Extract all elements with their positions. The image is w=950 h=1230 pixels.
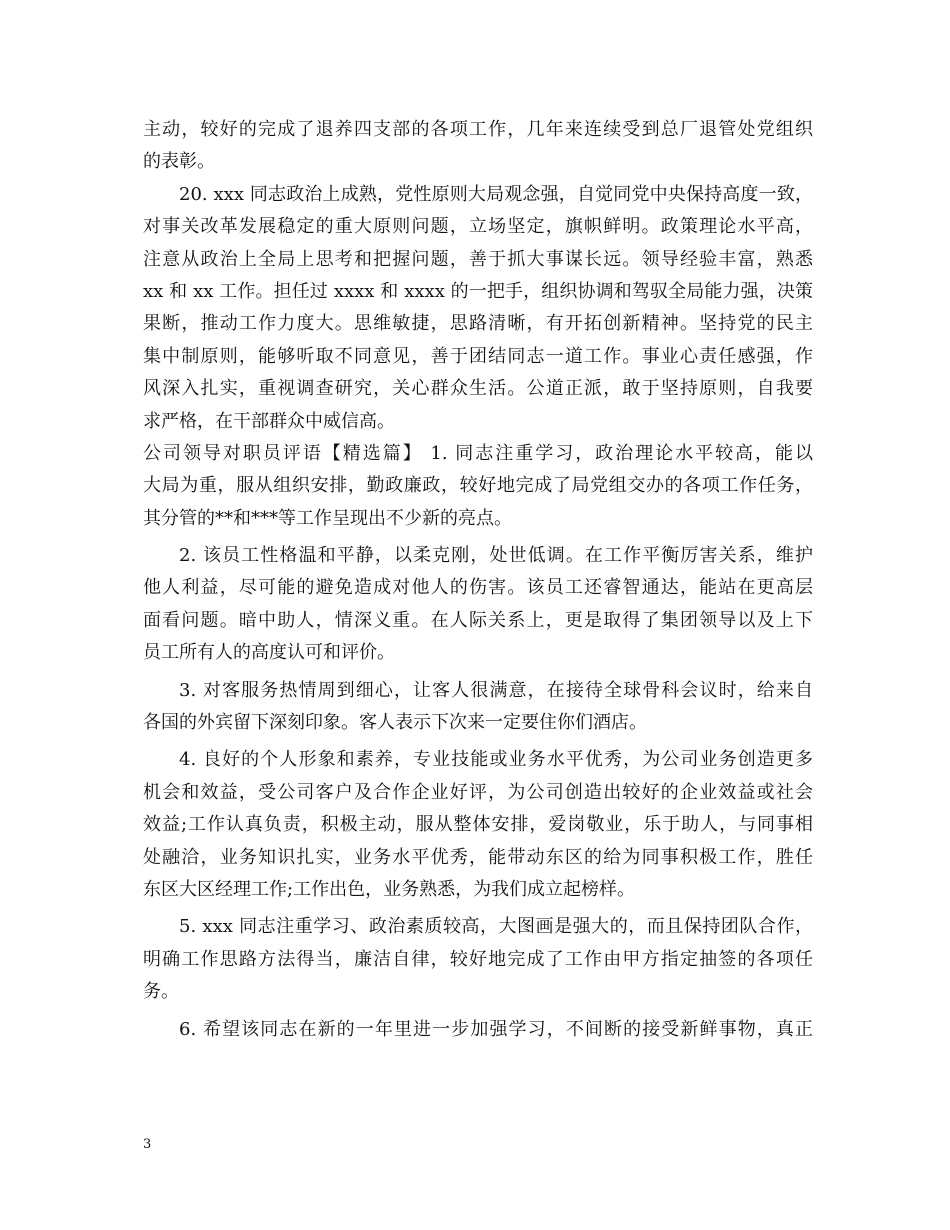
text-line: 效益;工作认真负责，积极主动，服从整体安排，爱岗敬业，乐于助人，与同事相 [143,814,813,836]
text-line: 东区大区经理工作;工作出色，业务熟悉，为我们成立起榜样。 [143,878,636,900]
text-line: 集中制原则，能够听取不同意见，善于团结同志一道工作。事业心责任感强，作 [143,345,813,367]
text-line: 20. xxx 同志政治上成熟，党性原则大局观念强，自觉同党中央保持高度一致， [179,183,813,205]
text-line: 务。 [143,981,179,1003]
text-line: 明确工作思路方法得当，廉洁自律，较好地完成了工作由甲方指定抽签的各项任 [143,948,813,970]
text-line: 3. 对客服务热情周到细心，让客人很满意，在接待全球骨科会议时，给来自 [179,679,813,701]
text-line: 面看问题。暗中助人，情深义重。在人际关系上，更是取得了集团领导以及上下 [143,609,813,631]
page-number: 3 [143,1137,152,1152]
text-line: 4. 良好的个人形象和素养，专业技能或业务水平优秀，为公司业务创造更多 [179,749,813,771]
text-line: 2. 该员工性格温和平静，以柔克刚，处世低调。在工作平衡厉害关系，维护 [179,545,813,567]
text-line: xx 和 xx 工作。担任过 xxxx 和 xxxx 的一把手，组织协调和驾驭全局能力强，决策 [143,280,813,302]
text-line: 果断，推动工作力度大。思维敏捷，思路清晰，有开拓创新精神。坚持党的民主 [143,313,813,335]
text-line: 大局为重，服从组织安排，勤政廉政，较好地完成了局党组交办的各项工作任务， [143,475,813,497]
text-line: 各国的外宾留下深刻印象。客人表示下次来一定要住你们酒店。 [143,712,647,734]
text-line: 6. 希望该同志在新的一年里进一步加强学习，不间断的接受新鲜事物，真正 [179,1018,813,1040]
section-heading-line: 公司领导对职员评语【精选篇】 1. 同志注重学习，政治理论水平较高，能以 [143,442,813,464]
text-line: 对事关改革发展稳定的重大原则问题，立场坚定，旗帜鲜明。政策理论水平高， [143,216,813,238]
text-line: 5. xxx 同志注重学习、政治素质较高，大图画是强大的，而且保持团队合作， [179,916,813,938]
text-line: 求严格，在干部群众中威信高。 [143,410,395,432]
text-line: 注意从政治上全局上思考和把握问题，善于抓大事谋长远。领导经验丰富，熟悉 [143,248,813,270]
text-line: 机会和效益，受公司客户及合作企业好评，为公司创造出较好的企业效益或社会 [143,781,813,803]
text-line: 的表彰。 [143,151,215,173]
text-line: 风深入扎实，重视调查研究，关心群众生活。公道正派，敢于坚持原则，自我要 [143,378,813,400]
text-line: 其分管的**和***等工作呈现出不少新的亮点。 [143,507,512,529]
text-line: 员工所有人的高度认可和评价。 [143,642,395,664]
document-body [143,114,813,1046]
text-line: 处融洽，业务知识扎实，业务水平优秀，能带动东区的给为同事积极工作，胜任 [143,846,813,868]
text-line: 他人利益，尽可能的避免造成对他人的伤害。该员工还睿智通达，能站在更高层 [143,577,813,599]
text-line: 主动，较好的完成了退养四支部的各项工作，几年来连续受到总厂退管处党组织 [143,119,813,140]
